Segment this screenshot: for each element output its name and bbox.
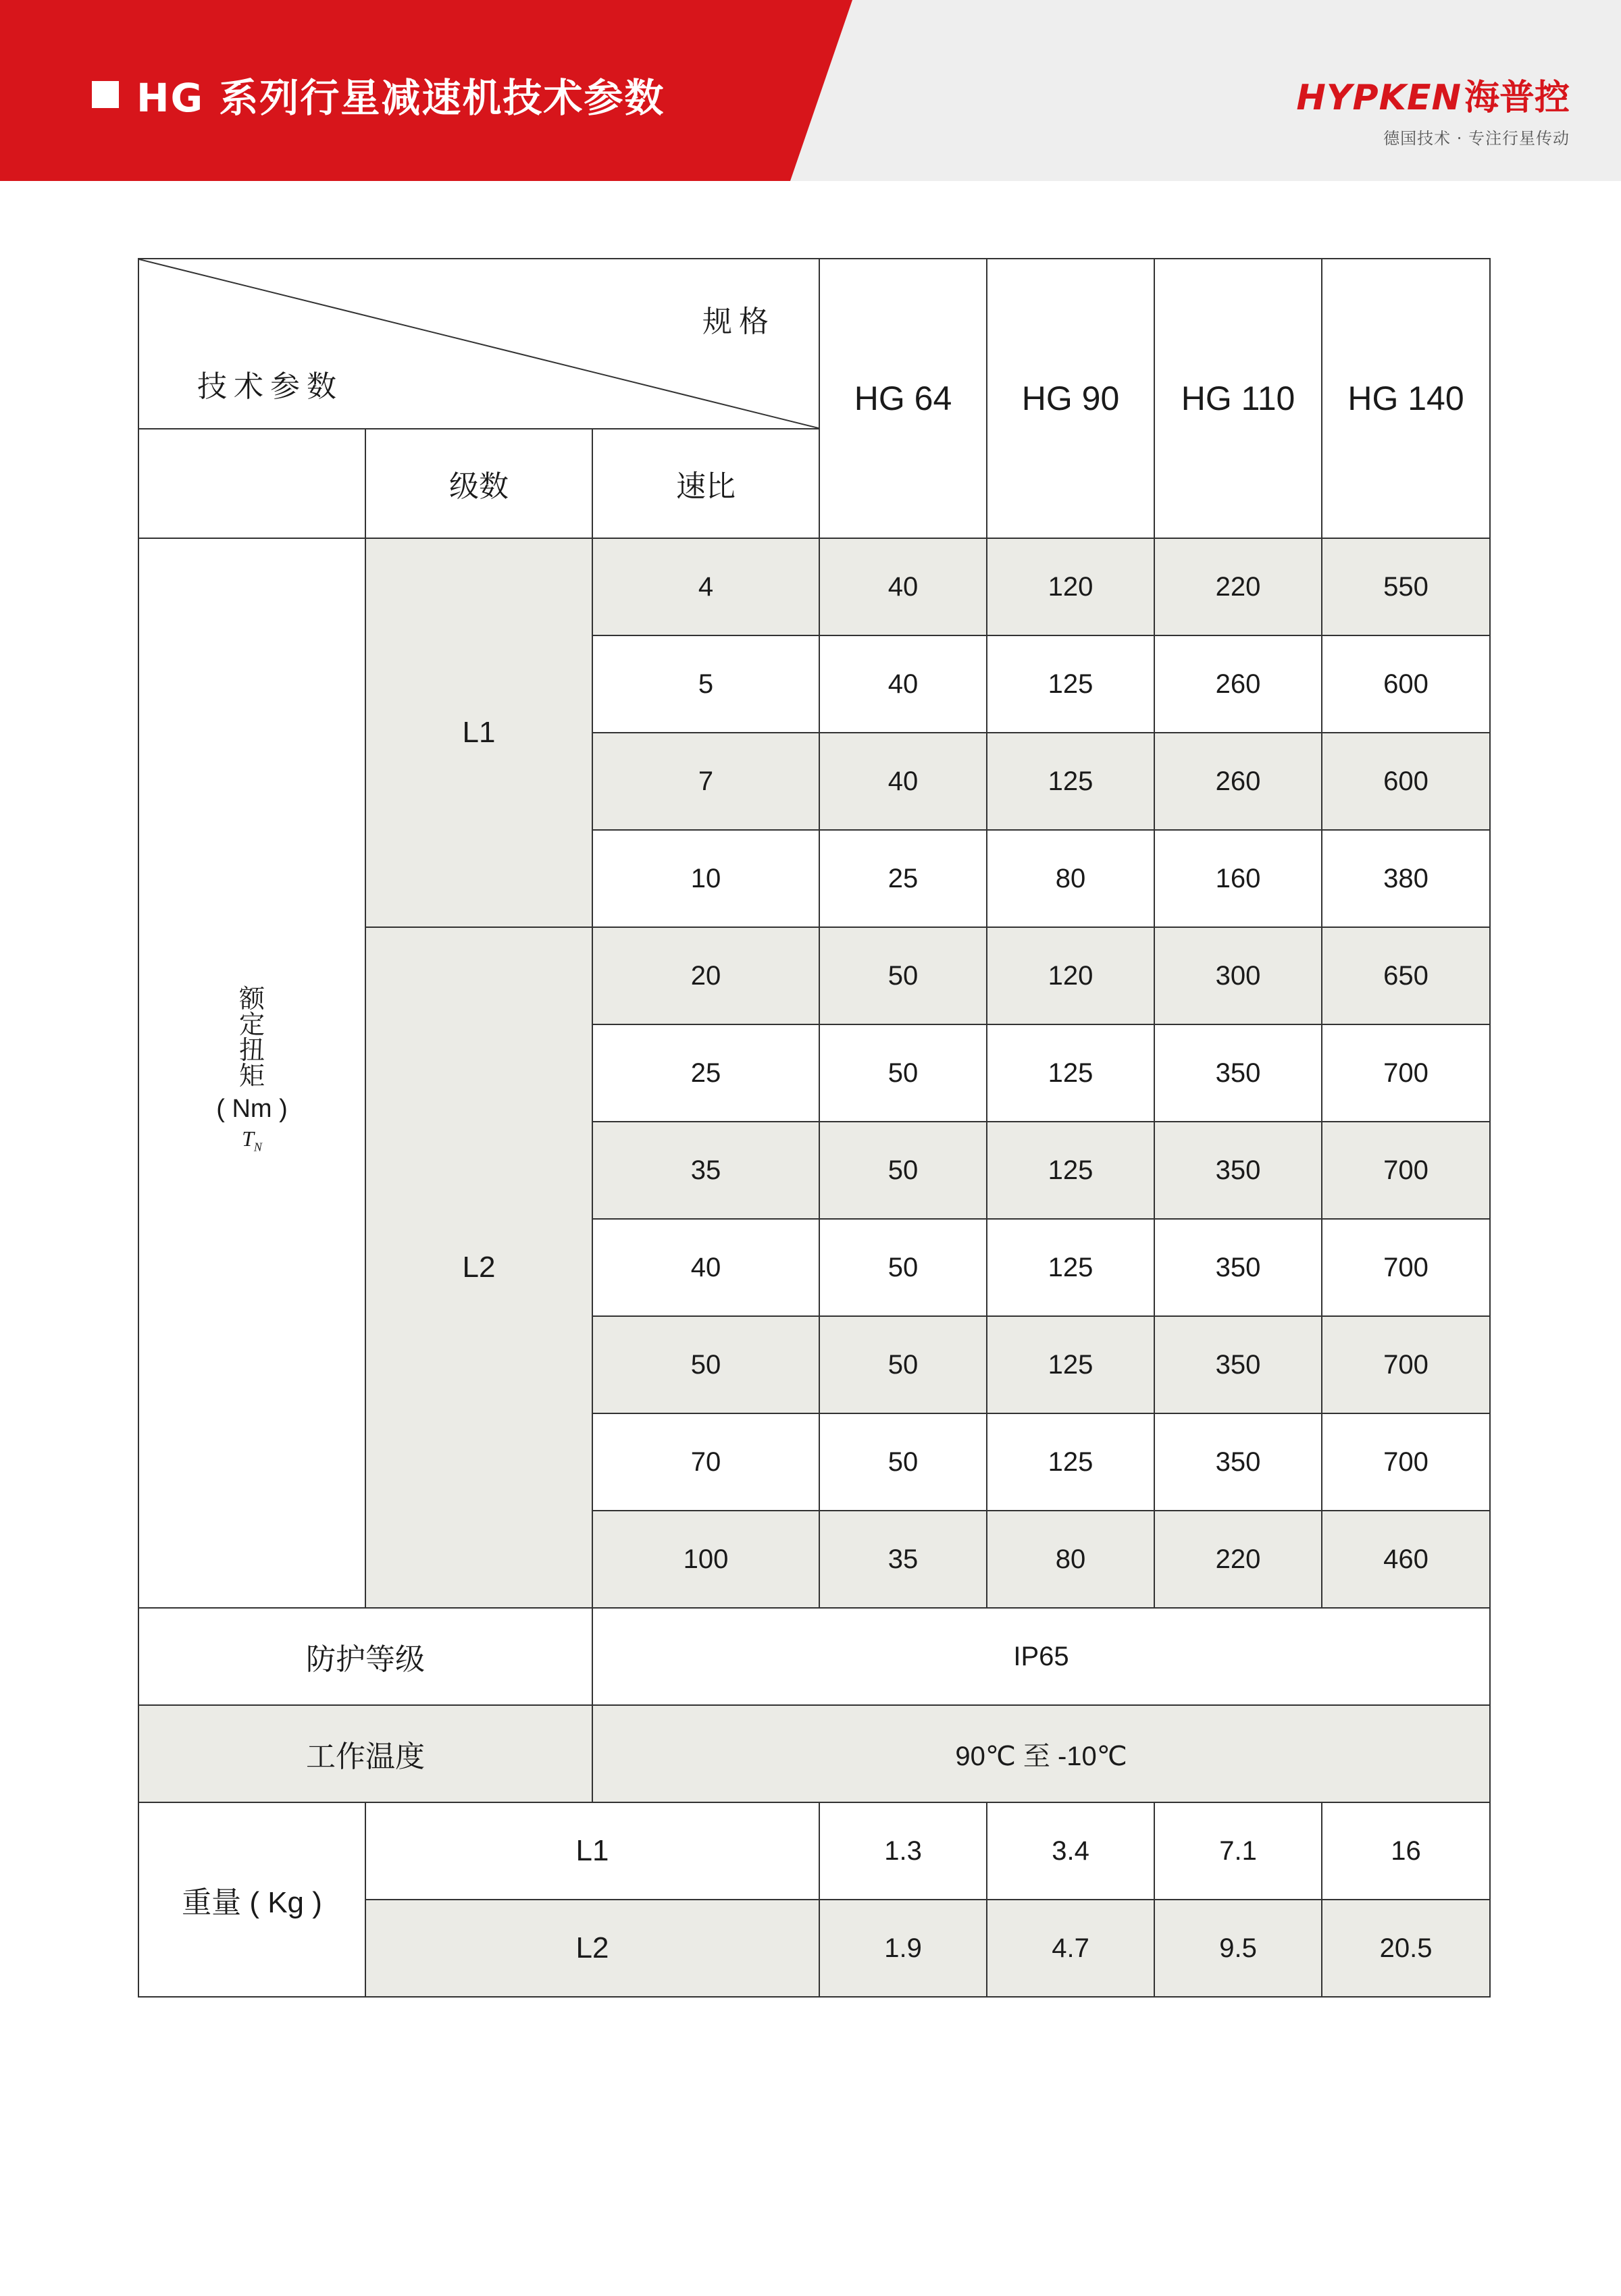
weight-value: 1.3 bbox=[819, 1802, 987, 1900]
value-cell: 125 bbox=[987, 733, 1154, 830]
label-char: 定 bbox=[238, 1010, 265, 1039]
value-cell: 35 bbox=[819, 1511, 987, 1608]
table-header-row bbox=[138, 259, 1490, 429]
weight-value: 1.9 bbox=[819, 1900, 987, 1997]
ratio-cell: 100 bbox=[592, 1511, 819, 1608]
stage-header: 级数 bbox=[365, 429, 592, 538]
value-cell: 700 bbox=[1322, 1024, 1490, 1122]
spec-table bbox=[138, 258, 1491, 1998]
value-cell: 50 bbox=[819, 1024, 987, 1122]
value-cell: 700 bbox=[1322, 1413, 1490, 1511]
ratio-cell: 40 bbox=[592, 1219, 819, 1316]
value-cell: 350 bbox=[1154, 1219, 1322, 1316]
torque-symbol-main: T bbox=[242, 1126, 254, 1151]
value-cell: 125 bbox=[987, 1413, 1154, 1511]
rated-torque-label bbox=[138, 538, 365, 1608]
value-cell: 25 bbox=[819, 830, 987, 927]
value-cell: 700 bbox=[1322, 1316, 1490, 1413]
model-header-hg140: HG 140 bbox=[1322, 259, 1490, 538]
square-bullet-icon bbox=[92, 81, 119, 108]
value-cell: 50 bbox=[819, 1122, 987, 1219]
header-corner-cell bbox=[138, 259, 819, 429]
ratio-cell: 50 bbox=[592, 1316, 819, 1413]
empty-header-cell bbox=[138, 429, 365, 538]
ratio-cell: 4 bbox=[592, 538, 819, 635]
ratio-cell: 25 bbox=[592, 1024, 819, 1122]
value-cell: 650 bbox=[1322, 927, 1490, 1024]
brand-name-en: HYPKEN bbox=[1296, 78, 1462, 118]
ratio-cell: 10 bbox=[592, 830, 819, 927]
value-cell: 700 bbox=[1322, 1219, 1490, 1316]
ratio-cell: 35 bbox=[592, 1122, 819, 1219]
value-cell: 160 bbox=[1154, 830, 1322, 927]
stage-cell-l2: L2 bbox=[365, 927, 592, 1608]
temperature-value: 90℃ 至 -10℃ bbox=[592, 1705, 1490, 1802]
ratio-cell: 70 bbox=[592, 1413, 819, 1511]
value-cell: 460 bbox=[1322, 1511, 1490, 1608]
value-cell: 600 bbox=[1322, 733, 1490, 830]
weight-row bbox=[138, 1802, 1490, 1900]
value-cell: 125 bbox=[987, 1316, 1154, 1413]
protection-row bbox=[138, 1608, 1490, 1705]
value-cell: 350 bbox=[1154, 1316, 1322, 1413]
value-cell: 350 bbox=[1154, 1122, 1322, 1219]
torque-symbol-sub: N bbox=[253, 1140, 262, 1154]
weight-value: 9.5 bbox=[1154, 1900, 1322, 1997]
torque-symbol bbox=[139, 1126, 365, 1159]
value-cell: 550 bbox=[1322, 538, 1490, 635]
value-cell: 40 bbox=[819, 538, 987, 635]
value-cell: 50 bbox=[819, 1413, 987, 1511]
temperature-label: 工作温度 bbox=[138, 1705, 592, 1802]
brand-name-cn: 海普控 bbox=[1464, 78, 1570, 118]
ratio-cell: 5 bbox=[592, 635, 819, 733]
model-header-hg90: HG 90 bbox=[987, 259, 1154, 538]
value-cell: 80 bbox=[987, 1511, 1154, 1608]
value-cell: 700 bbox=[1322, 1122, 1490, 1219]
value-cell: 40 bbox=[819, 733, 987, 830]
weight-value: 16 bbox=[1322, 1802, 1490, 1900]
value-cell: 50 bbox=[819, 1316, 987, 1413]
weight-value: 7.1 bbox=[1154, 1802, 1322, 1900]
protection-label: 防护等级 bbox=[138, 1608, 592, 1705]
spec-label: 规格 bbox=[702, 305, 776, 338]
value-cell: 220 bbox=[1154, 1511, 1322, 1608]
page-header bbox=[0, 0, 1621, 181]
value-cell: 260 bbox=[1154, 635, 1322, 733]
ratio-header: 速比 bbox=[592, 429, 819, 538]
value-cell: 300 bbox=[1154, 927, 1322, 1024]
value-cell: 125 bbox=[987, 1024, 1154, 1122]
ratio-cell: 7 bbox=[592, 733, 819, 830]
weight-stage-l1: L1 bbox=[365, 1802, 819, 1900]
page-title-text: HG 系列行星减速机技术参数 bbox=[136, 75, 665, 121]
brand-logo bbox=[1296, 69, 1570, 120]
weight-value: 4.7 bbox=[987, 1900, 1154, 1997]
value-cell: 350 bbox=[1154, 1413, 1322, 1511]
page-title bbox=[92, 69, 665, 120]
model-header-hg64: HG 64 bbox=[819, 259, 987, 538]
label-char: 额 bbox=[238, 985, 265, 1014]
value-cell: 50 bbox=[819, 927, 987, 1024]
weight-label: 重量 ( Kg ) bbox=[138, 1802, 365, 1997]
value-cell: 50 bbox=[819, 1219, 987, 1316]
value-cell: 260 bbox=[1154, 733, 1322, 830]
diagonal-header bbox=[139, 259, 819, 428]
value-cell: 80 bbox=[987, 830, 1154, 927]
torque-unit: ( Nm ) bbox=[216, 1094, 288, 1123]
value-cell: 220 bbox=[1154, 538, 1322, 635]
weight-value: 3.4 bbox=[987, 1802, 1154, 1900]
value-cell: 120 bbox=[987, 927, 1154, 1024]
brand-logo-block bbox=[1296, 69, 1570, 149]
temperature-row bbox=[138, 1705, 1490, 1802]
param-label: 技术参数 bbox=[197, 370, 343, 403]
weight-value: 20.5 bbox=[1322, 1900, 1490, 1997]
ratio-cell: 20 bbox=[592, 927, 819, 1024]
weight-stage-l2: L2 bbox=[365, 1900, 819, 1997]
stage-cell-l1: L1 bbox=[365, 538, 592, 927]
value-cell: 125 bbox=[987, 635, 1154, 733]
value-cell: 350 bbox=[1154, 1024, 1322, 1122]
label-char: 矩 bbox=[238, 1062, 265, 1091]
table-row bbox=[138, 538, 1490, 635]
rated-torque-label-text bbox=[139, 987, 365, 1159]
value-cell: 600 bbox=[1322, 635, 1490, 733]
protection-value: IP65 bbox=[592, 1608, 1490, 1705]
value-cell: 380 bbox=[1322, 830, 1490, 927]
label-char: 扭 bbox=[238, 1036, 265, 1065]
model-header-hg110: HG 110 bbox=[1154, 259, 1322, 538]
value-cell: 125 bbox=[987, 1219, 1154, 1316]
value-cell: 120 bbox=[987, 538, 1154, 635]
value-cell: 40 bbox=[819, 635, 987, 733]
brand-slogan: 德国技术 · 专注行星传动 bbox=[1383, 129, 1570, 148]
value-cell: 125 bbox=[987, 1122, 1154, 1219]
